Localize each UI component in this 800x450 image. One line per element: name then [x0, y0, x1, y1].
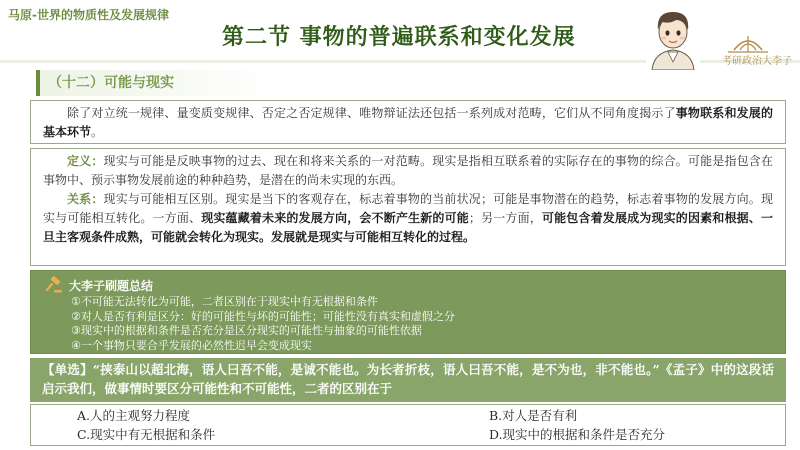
section-subheading: （十二）可能与现实	[36, 70, 276, 96]
summary-item: ③现实中的根据和条件是否充分是区分现实的可能性与抽象的可能性依据	[71, 324, 422, 337]
relation-paragraph	[43, 190, 773, 247]
relation-emphasis-2: 可能包含着发展成为现实的因素和根据、一旦主客观条件成熟，可能就会转化为现实。发展就是现实与可能相互转化的过程。	[43, 211, 773, 244]
summary-item: ②对人是否有利是区分：好的可能性与坏的可能性；可能性没有真实和虚假之分	[71, 309, 455, 323]
definition-box	[30, 148, 786, 266]
page-title: 第二节 事物的普遍联系和变化发展	[222, 25, 576, 50]
options-row	[77, 406, 739, 425]
intro-box	[30, 100, 786, 144]
summary-item: ④一个事物只要合乎发展的必然性迟早会变成现实	[71, 338, 312, 352]
option-d[interactable]: D.现实中的根据和条件是否充分	[489, 427, 666, 442]
option-c[interactable]: C.现实中有无根据和条件	[77, 427, 216, 442]
brand-name: 考研政治大李子	[722, 56, 792, 67]
intro-end: 。	[91, 125, 104, 139]
summary-title: 大李子刷题总结	[69, 278, 154, 293]
options-row	[77, 425, 739, 444]
summary-item: ①不可能无法转化为可能，二者区别在于现实中有无根据和条件	[71, 295, 378, 308]
teacher-avatar-icon	[646, 6, 700, 70]
intro-emphasis: 事物联系和发展的基本环节	[43, 106, 773, 139]
intro-paragraph	[43, 104, 773, 142]
definition-label: 定义：	[67, 154, 104, 168]
relation-text-1: 现实与可能相互区别。现实是当下的客观存在，标志着事物的当前状况；可能是事物潜在的趋势，标志着事物的发展方向。现实与可能相互转化。一方面、	[43, 192, 773, 225]
gavel-icon	[45, 276, 63, 294]
option-a[interactable]: A.人的主观努力程度	[77, 408, 191, 423]
definition-text: 现实与可能是反映事物的过去、现在和将来关系的一对范畴。现实是指相互联系着的实际存在的事物的综合。可能是指包含在事物中、预示事物发展前途的种种趋势，是潜在的尚未实现的东西。	[43, 154, 773, 187]
summary-header	[45, 275, 771, 295]
summary-list	[71, 295, 771, 353]
relation-text-2: ；另一方面，	[468, 211, 542, 225]
relation-emphasis-1: 现实蕴藏着未来的发展方向，会不断产生新的可能	[201, 211, 469, 225]
option-b[interactable]: B.对人是否有利	[489, 408, 578, 423]
intro-text: 除了对立统一规律、量变质变规律、否定之否定规律、唯物辩证法还包括一系列成对范畴，它们从不同角度揭示了	[67, 106, 676, 120]
answer-options	[30, 404, 786, 446]
relation-label: 关系：	[67, 192, 104, 206]
definition-paragraph	[43, 152, 773, 190]
summary-panel	[30, 270, 786, 354]
question-stem: 【单选】“挟泰山以超北海，语人曰吾不能，是诚不能也。为长者折枝，语人曰吾不能，是不为也，非不能也。”《孟子》中的这段话启示我们，做事情时要区分可能性和不可能性，二者的区别在于	[30, 358, 786, 402]
course-tag: 马原-世界的物质性及发展规律	[8, 8, 169, 22]
